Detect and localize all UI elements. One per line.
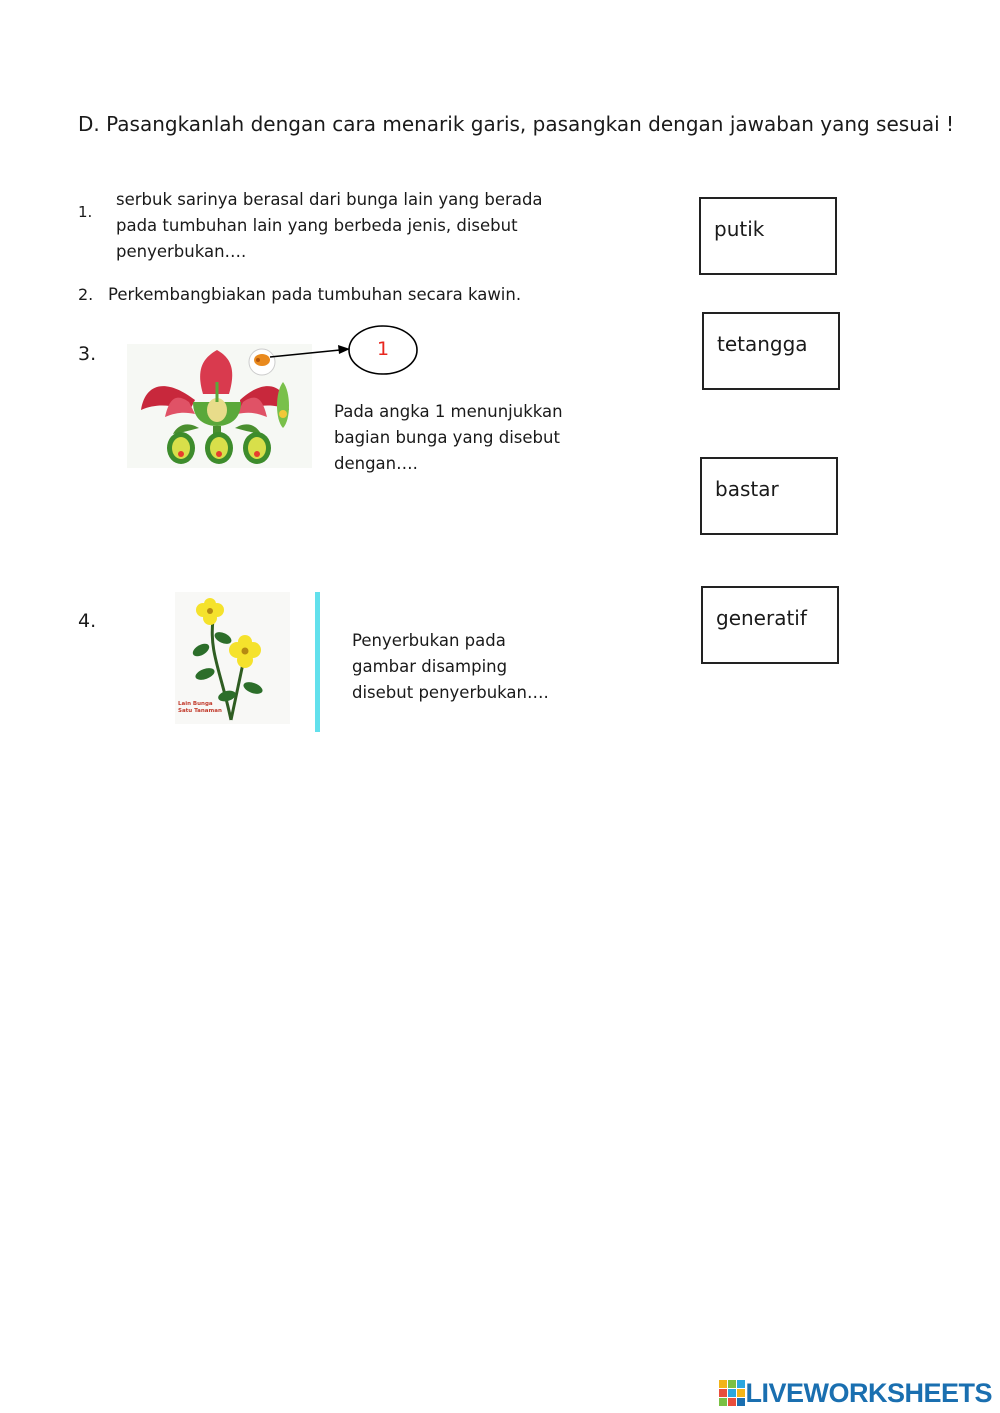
callout-number: 1 — [376, 338, 390, 360]
answer-box-tetangga[interactable] — [702, 312, 840, 390]
answer-label: bastar — [715, 477, 779, 501]
question-3-line: bagian bunga yang disebut — [334, 428, 560, 447]
question-2-number: 2. — [78, 285, 94, 304]
question-1-line: pada tumbuhan lain yang berbeda jenis, disebut — [116, 216, 518, 235]
answer-label: generatif — [716, 606, 807, 630]
plant-image-caption-line: Lain Bunga — [178, 701, 213, 707]
question-3-number: 3. — [78, 343, 97, 365]
instruction-heading: D. Pasangkanlah dengan cara menarik garis, pasangkan dengan jawaban yang sesuai ! — [78, 112, 955, 136]
question-2-text: Perkembangbiakan pada tumbuhan secara kawin. — [108, 285, 522, 304]
question-4-text — [352, 628, 549, 706]
plant-image-caption-line: Satu Tanaman — [178, 708, 222, 714]
question-3-line: Pada angka 1 menunjukkan — [334, 402, 563, 421]
ovule-icons — [167, 432, 271, 464]
answer-box-generatif[interactable] — [701, 586, 839, 664]
liveworksheets-logo — [719, 1377, 992, 1409]
question-4-line: gambar disamping — [352, 657, 508, 676]
anther-closeup-icon — [249, 349, 275, 375]
question-1-text — [116, 187, 543, 265]
question-3-text — [334, 399, 563, 477]
liveworksheets-logo-text: LIVEWORKSHEETS — [745, 1377, 992, 1408]
answer-box-bastar[interactable] — [700, 457, 838, 535]
answer-label: tetangga — [717, 332, 808, 356]
vertical-divider — [315, 592, 320, 732]
pointer-arrowhead — [338, 345, 350, 354]
plant-image-caption — [178, 701, 222, 715]
question-4-line: disebut penyerbukan…. — [352, 683, 549, 702]
question-3-line: dengan…. — [334, 454, 418, 473]
question-1-line: penyerbukan…. — [116, 242, 247, 261]
question-1-line: serbuk sarinya berasal dari bunga lain yang berada — [116, 190, 543, 209]
question-4-number: 4. — [78, 610, 97, 632]
answer-box-putik[interactable] — [699, 197, 837, 275]
question-1-number: 1. — [78, 203, 93, 221]
liveworksheets-logo-icon — [719, 1380, 745, 1406]
answer-label: putik — [714, 217, 765, 241]
question-4-line: Penyerbukan pada — [352, 631, 506, 650]
